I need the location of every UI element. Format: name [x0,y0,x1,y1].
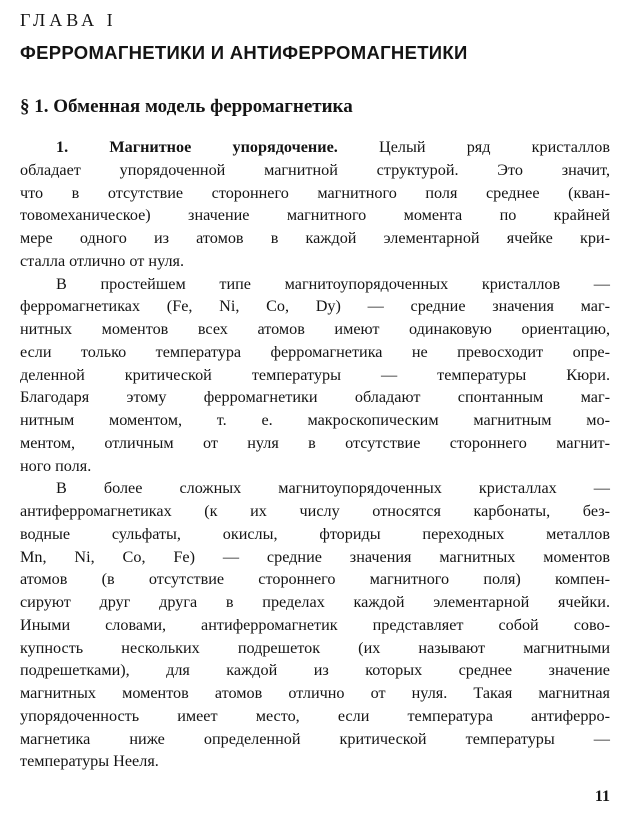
paragraph-3 [20,477,610,773]
text-line: антиферромагнетиках (к их числу относятся карбонаты, без- [20,502,610,520]
chapter-title: ФЕРРОМАГНЕТИКИ И АНТИФЕРРОМАГНЕТИКИ [20,42,468,63]
text-run: Целый ряд кристаллов [337,138,610,156]
chapter-label: ГЛАВА I [20,10,117,30]
text-line: что в отсутствие стороннего магнитного поля среднее (кван- [20,183,610,202]
paragraph-2 [20,273,610,478]
paragraph-1 [20,136,610,273]
text-line: сируют друг друга в пределах каждой элементарной ячейки. [20,593,610,611]
text-line: Иными словами, антиферромагнетик представляет собой сово- [20,615,610,634]
text-line: В простейшем типе магнитоупорядоченных кристаллов — [56,274,610,293]
text-line: температуры Нееля. [20,752,159,771]
text-line: упорядоченность имеет место, если температура антиферро- [20,706,610,725]
body-text [20,136,610,773]
text-line: сталла отлично от нуля. [20,251,185,270]
text-line: Благодаря этому ферромагнетики обладают спонтанным маг- [20,388,610,407]
run-in-heading: 1. Магнитное упорядочение. [56,138,338,156]
text-line: товомеханическое) значение магнитного момента по крайней [20,206,610,225]
text-line: ментом, отличным от нуля в отсутствие стороннего магнит- [20,433,610,452]
page-number: 11 [594,788,610,805]
text-line: мере одного из атомов в каждой элементарной ячейке кри- [20,229,610,247]
text-line: В более сложных магнитоупорядоченных кристаллах — [56,479,610,498]
text-line: магнитных моментов атомов отлично от нуля. Такая магнитная [20,684,610,702]
text-line: подрешетками), для каждой из которых среднее значение [20,661,610,680]
text-line: купность нескольких подрешеток (их называют магнитными [20,638,610,657]
text-line: атомов (в отсутствие стороннего магнитного поля) компен- [20,570,610,589]
text-line: обладает упорядоченной магнитной структурой. Это значит, [20,160,610,179]
text-line: ного поля. [20,456,92,475]
text-line: Mn, Ni, Co, Fe) — средние значения магнитных моментов [20,547,610,566]
text-line [20,136,610,159]
text-line: деленной критической температуры — температуры Кюри. [20,365,610,384]
text-line: нитных моментов всех атомов имеют одинаковую ориентацию, [20,320,610,338]
text-line: если только температура ферромагнетика не превосходит опре- [20,342,610,361]
text-line: водные сульфаты, окислы, фториды переходных металлов [20,524,610,543]
text-line: нитным моментом, т. е. макроскопическим магнитным мо- [20,411,610,429]
text-line: магнетика ниже определенной критической температуры — [20,729,610,748]
section-title: § 1. Обменная модель ферромагнетика [20,96,353,117]
text-line: ферромагнетиках (Fe, Ni, Co, Dy) — средние значения маг- [20,297,610,316]
